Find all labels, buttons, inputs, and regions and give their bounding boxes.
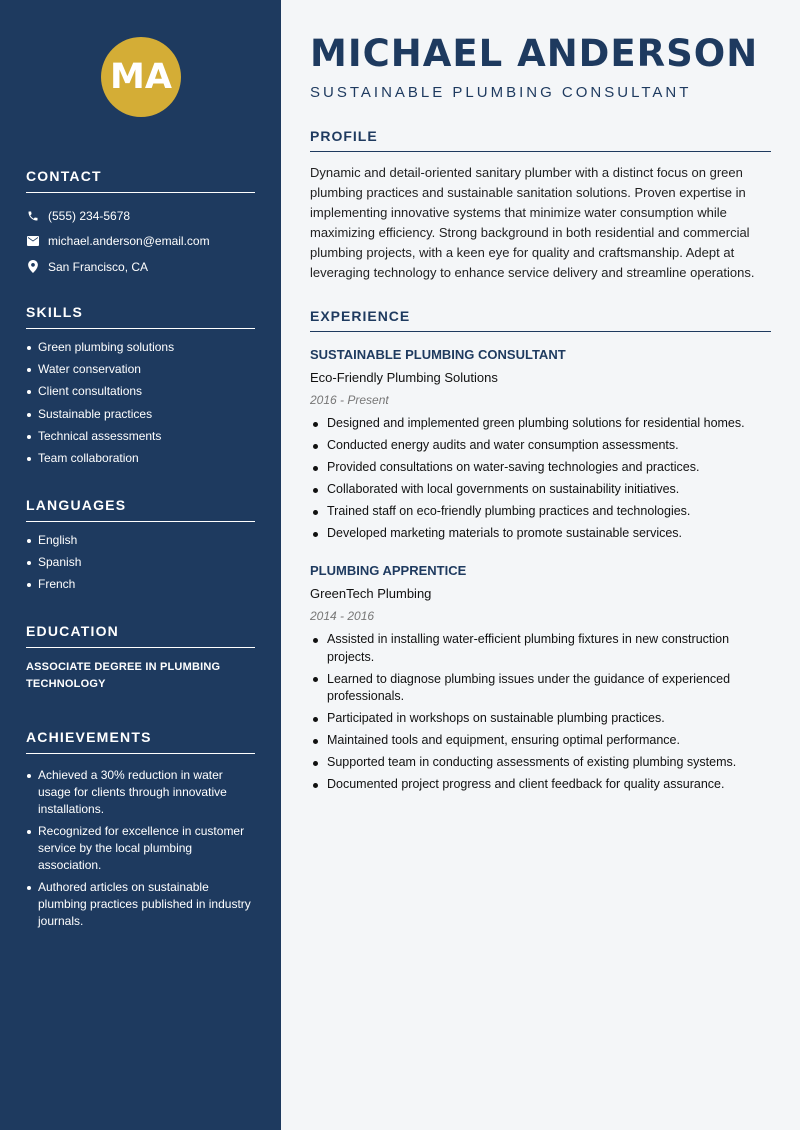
list-item: Recognized for excellence in customer service by the local plumbing association.	[26, 823, 255, 874]
list-item: Provided consultations on water-saving technologies and practices.	[310, 459, 771, 477]
experience-heading: EXPERIENCE	[310, 308, 771, 332]
job-title: SUSTAINABLE PLUMBING CONSULTANT	[310, 347, 566, 362]
languages-list	[26, 532, 255, 599]
skills-heading: SKILLS	[26, 304, 255, 329]
profile-text: Dynamic and detail-oriented sanitary plumber with a distinct focus on green plumbing practices and sustainable sanitation solutions. Proven expertise in implementing innovative systems that minimize water consumption while maximizing efficiency. Strong background in both residential and commercial plumbing projects, with a keen eye for quality and craftsmanship. Adept at leveraging technology to enhance service delivery and streamline operations.	[310, 165, 755, 281]
skills-section	[26, 304, 255, 472]
list-item: Supported team in conducting assessments of existing plumbing systems.	[310, 754, 771, 772]
job-dates: 2016 - Present	[310, 393, 389, 407]
list-item: Client consultations	[26, 383, 255, 405]
list-item: Spanish	[26, 554, 255, 576]
company-name: GreenTech Plumbing	[310, 586, 432, 601]
list-item: Sustainable practices	[26, 406, 255, 428]
languages-heading: LANGUAGES	[26, 497, 255, 522]
list-item: Developed marketing materials to promote sustainable services.	[310, 525, 771, 543]
skills-list	[26, 339, 255, 472]
education-heading: EDUCATION	[26, 623, 255, 648]
achievements-section	[26, 729, 255, 935]
candidate-title: SUSTAINABLE PLUMBING CONSULTANT	[310, 84, 692, 101]
avatar: MA	[101, 37, 181, 117]
job-entry	[310, 346, 771, 548]
list-item: Learned to diagnose plumbing issues under the guidance of experienced professionals.	[310, 671, 771, 706]
email-icon	[26, 234, 40, 248]
list-item: Conducted energy audits and water consumption assessments.	[310, 437, 771, 455]
list-item: Green plumbing solutions	[26, 339, 255, 361]
list-item: French	[26, 576, 255, 598]
contact-heading: CONTACT	[26, 168, 255, 193]
company-name: Eco-Friendly Plumbing Solutions	[310, 370, 498, 385]
list-item: Technical assessments	[26, 428, 255, 450]
education-section	[26, 623, 255, 693]
education-degree: ASSOCIATE DEGREE IN PLUMBING TECHNOLOGY	[26, 661, 221, 690]
list-item: English	[26, 532, 255, 554]
contact-phone	[26, 203, 255, 229]
list-item: Designed and implemented green plumbing solutions for residential homes.	[310, 415, 771, 433]
achievements-list	[26, 767, 255, 930]
list-item: Participated in workshops on sustainable plumbing practices.	[310, 710, 771, 728]
list-item: Trained staff on eco-friendly plumbing practices and technologies.	[310, 503, 771, 521]
list-item: Water conservation	[26, 361, 255, 383]
job-title: PLUMBING APPRENTICE	[310, 563, 467, 578]
contact-phone-text: (555) 234-5678	[48, 208, 131, 223]
job-entry	[310, 562, 771, 799]
job-dates: 2014 - 2016	[310, 609, 375, 623]
phone-icon	[26, 209, 40, 223]
contact-email-text: michael.anderson@email.com	[48, 234, 210, 249]
list-item: Maintained tools and equipment, ensuring optimal performance.	[310, 732, 771, 750]
list-item: Achieved a 30% reduction in water usage for clients through innovative installations.	[26, 767, 255, 818]
contact-location	[26, 254, 255, 280]
list-item: Assisted in installing water-efficient plumbing fixtures in new construction projects.	[310, 631, 771, 666]
contact-location-text: San Francisco, CA	[48, 259, 149, 274]
contact-email	[26, 229, 255, 255]
sidebar	[0, 0, 281, 1130]
candidate-name: MICHAEL ANDERSON	[310, 32, 759, 75]
list-item: Documented project progress and client feedback for quality assurance.	[310, 776, 771, 794]
list-item: Team collaboration	[26, 450, 255, 472]
job-bullets	[310, 631, 771, 794]
achievements-heading: ACHIEVEMENTS	[26, 729, 255, 754]
list-item: Collaborated with local governments on sustainability initiatives.	[310, 481, 771, 499]
location-icon	[26, 260, 40, 274]
languages-section	[26, 497, 255, 599]
contact-section	[26, 168, 255, 280]
profile-heading: PROFILE	[310, 128, 771, 152]
list-item: Authored articles on sustainable plumbing practices published in industry journals.	[26, 879, 255, 930]
job-bullets	[310, 415, 771, 543]
